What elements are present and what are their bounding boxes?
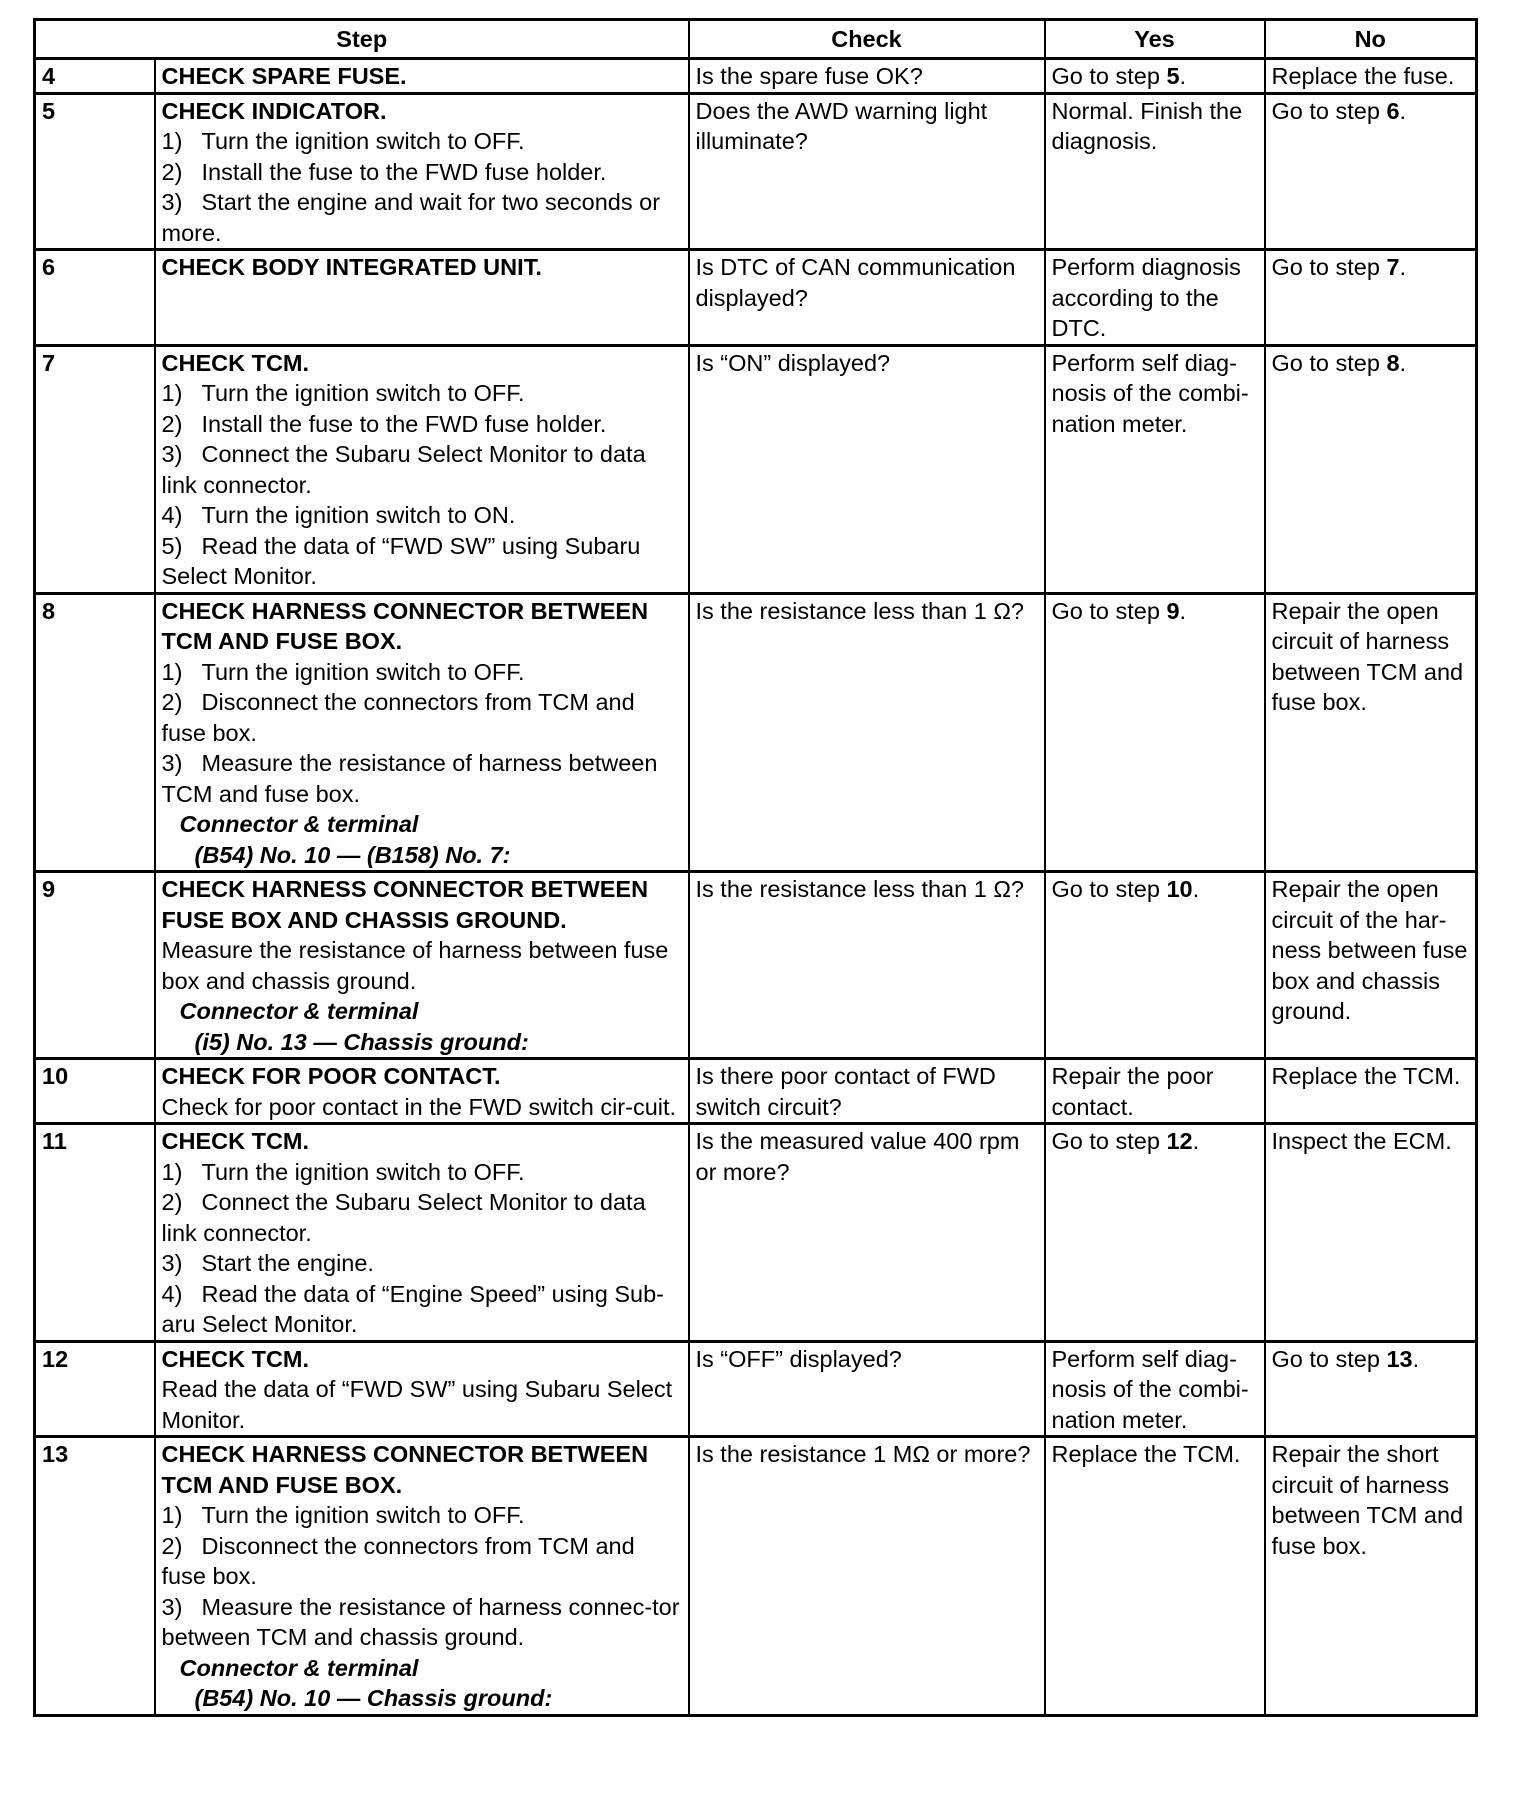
step-substep [162,1279,682,1340]
step-substep [162,1592,682,1653]
substep-number: 5) [161,532,183,559]
step-substep [162,1248,682,1279]
table-row [35,593,1477,872]
step-description [155,1341,689,1437]
yes-text: Repair the poor contact. [1051,1063,1214,1120]
table-row [35,1124,1477,1342]
step-description [155,250,689,346]
step-title: CHECK TCM. [161,1345,310,1372]
table-row [35,1341,1477,1437]
no-action [1265,872,1477,1059]
substep-number: 1) [161,1502,183,1528]
step-substep [162,1500,682,1531]
step-instruction: Measure the resistance of harness between fuse box and chassis ground. [161,937,669,994]
connector-terminal-detail: (i5) No. 13 — Chassis ground: [194,1028,529,1055]
substep-text: Disconnect the connectors from TCM and fuse box. [161,1532,635,1589]
header-check: Check [689,20,1045,59]
table-row [35,93,1477,250]
step-instruction: Check for poor contact in the FWD switch cir-cuit. [161,1093,677,1120]
substep-number: 1) [161,658,183,685]
no-text: Repair the open circuit of the har-ness between fuse box and chassis ground. [1271,876,1468,1024]
yes-text: Perform self diag-nosis of the combi-nation meter. [1051,349,1249,437]
no-text: Go to step [1271,1345,1387,1372]
yes-action [1045,59,1265,94]
no-text: Repair the open circuit of harness between TCM and fuse box. [1271,597,1464,715]
substep-number: 4) [161,1280,183,1307]
step-description [155,872,689,1059]
substep-text: Measure the resistance of harness connec-tor between TCM and chassis ground. [161,1593,680,1650]
step-description [155,93,689,250]
no-action [1265,593,1477,872]
no-action [1265,1059,1477,1124]
substep-text: Disconnect the connectors from TCM and fuse box. [161,689,635,746]
step-number: 6 [35,250,155,346]
step-number: 11 [35,1124,155,1342]
header-yes: Yes [1045,20,1265,59]
step-number: 4 [35,59,155,94]
table-row [35,345,1477,593]
step-substep [162,378,682,409]
check-question: Is the resistance less than 1 Ω? [689,593,1045,872]
no-text: Replace the TCM. [1271,1063,1461,1089]
yes-suffix: . [1192,876,1200,902]
connector-terminal-label: Connector & terminal [179,811,419,837]
table-body [35,59,1477,1716]
yes-text: Go to step [1051,1128,1167,1154]
substep-number: 1) [161,1158,183,1185]
check-question: Does the AWD warning light illuminate? [689,93,1045,250]
step-number: 8 [35,593,155,872]
yes-step-ref: 5 [1166,63,1180,89]
step-substep [162,187,682,248]
table-row [35,59,1477,94]
yes-step-ref: 9 [1166,597,1180,624]
step-number: 5 [35,93,155,250]
no-text: Repair the short circuit of harness between TCM and fuse box. [1271,1441,1464,1559]
substep-text: Connect the Subaru Select Monitor to data link connector. [161,441,646,498]
yes-suffix: . [1179,597,1187,624]
table-row [35,872,1477,1059]
substep-number: 4) [161,502,183,528]
substep-number: 2) [161,689,183,715]
yes-action [1045,1059,1265,1124]
no-step-ref: 8 [1386,349,1400,376]
yes-suffix: . [1179,63,1187,89]
yes-text: Perform self diag-nosis of the combi-nation meter. [1051,1345,1249,1433]
yes-text: Replace the TCM. [1051,1441,1241,1467]
step-title: CHECK SPARE FUSE. [161,63,407,89]
substep-text: Turn the ignition switch to OFF. [201,1502,525,1528]
yes-action [1045,345,1265,593]
step-substep [162,1531,682,1592]
check-question: Is “OFF” displayed? [689,1341,1045,1437]
step-title: CHECK BODY INTEGRATED UNIT. [161,254,542,280]
no-action [1265,1124,1477,1342]
step-substep [162,657,682,688]
no-action [1265,59,1477,94]
substep-text: Read the data of “Engine Speed” using Sub-aru Select Monitor. [161,1280,664,1337]
no-suffix: . [1399,349,1407,376]
step-description [155,345,689,593]
substep-text: Turn the ignition switch to OFF. [201,128,525,154]
yes-text: Perform diagnosis according to the DTC. [1051,254,1241,341]
yes-action [1045,1124,1265,1342]
step-number: 9 [35,872,155,1059]
connector-terminal-label: Connector & terminal [179,1654,419,1681]
substep-number: 3) [161,1593,183,1620]
step-instruction: Read the data of “FWD SW” using Subaru Select Monitor. [161,1376,673,1433]
substep-text: Turn the ignition switch to OFF. [201,1158,525,1185]
no-text: Inspect the ECM. [1271,1128,1452,1154]
connector-terminal-detail: (B54) No. 10 — (B158) No. 7: [194,841,511,868]
substep-number: 3) [161,1250,183,1276]
connector-terminal-label: Connector & terminal [179,998,419,1024]
step-title: CHECK HARNESS CONNECTOR BETWEEN FUSE BOX AND CHASSIS GROUND. [161,876,649,933]
step-substep [162,1157,682,1188]
no-text: Go to step [1271,254,1387,280]
no-suffix: . [1412,1345,1420,1372]
step-title: CHECK HARNESS CONNECTOR BETWEEN TCM AND FUSE BOX. [161,1441,649,1498]
step-substep [162,687,682,748]
check-question: Is the resistance 1 MΩ or more? [689,1437,1045,1716]
step-description [155,593,689,872]
no-text: Replace the fuse. [1271,63,1455,89]
substep-text: Turn the ignition switch to OFF. [201,658,525,685]
step-substep [162,439,682,500]
step-number: 7 [35,345,155,593]
step-substep [162,126,682,157]
yes-text: Go to step [1051,876,1167,902]
step-substep [162,748,682,809]
step-title: CHECK INDICATOR. [161,97,387,124]
substep-text: Turn the ignition switch to OFF. [201,380,525,406]
step-description [155,59,689,94]
no-step-ref: 7 [1386,254,1400,280]
substep-text: Install the fuse to the FWD fuse holder. [201,410,607,437]
step-title: CHECK TCM. [161,1128,310,1154]
substep-number: 2) [161,158,183,185]
substep-text: Read the data of “FWD SW” using Subaru Select Monitor. [161,532,641,589]
check-question: Is the spare fuse OK? [689,59,1045,94]
yes-action [1045,1341,1265,1437]
step-number: 10 [35,1059,155,1124]
no-text: Go to step [1271,349,1387,376]
no-step-ref: 6 [1386,97,1400,124]
table-row [35,1059,1477,1124]
check-question: Is DTC of CAN communication displayed? [689,250,1045,346]
substep-text: Install the fuse to the FWD fuse holder. [201,158,607,185]
check-question: Is the resistance less than 1 Ω? [689,872,1045,1059]
substep-number: 3) [161,189,183,215]
yes-action [1045,93,1265,250]
header-step: Step [35,20,689,59]
no-action [1265,93,1477,250]
yes-text: Go to step [1051,597,1167,624]
no-action [1265,250,1477,346]
header-no: No [1265,20,1477,59]
yes-action [1045,1437,1265,1716]
substep-number: 3) [161,750,183,776]
diagnostic-table [33,18,1478,1717]
yes-step-ref: 12 [1166,1128,1193,1154]
yes-action [1045,872,1265,1059]
substep-number: 3) [161,441,183,467]
substep-text: Connect the Subaru Select Monitor to data link connector. [161,1189,646,1246]
step-substep [162,531,682,592]
no-action [1265,1341,1477,1437]
step-number: 13 [35,1437,155,1716]
step-title: CHECK TCM. [161,349,310,376]
table-row [35,1437,1477,1716]
no-action [1265,1437,1477,1716]
yes-text: Normal. Finish the diagnosis. [1051,97,1243,154]
yes-text: Go to step [1051,63,1167,89]
substep-number: 2) [161,1532,183,1559]
yes-suffix: . [1192,1128,1200,1154]
no-text: Go to step [1271,97,1387,124]
step-description [155,1124,689,1342]
substep-number: 1) [161,128,183,154]
yes-step-ref: 10 [1166,876,1193,902]
substep-text: Turn the ignition switch to ON. [201,502,516,528]
step-substep [162,1187,682,1248]
step-substep [162,500,682,531]
no-suffix: . [1399,254,1407,280]
substep-text: Start the engine and wait for two seconds or more. [161,189,661,246]
substep-number: 1) [161,380,183,406]
step-substep [162,157,682,188]
step-title: CHECK FOR POOR CONTACT. [161,1063,501,1089]
step-title: CHECK HARNESS CONNECTOR BETWEEN TCM AND FUSE BOX. [161,597,649,654]
no-action [1265,345,1477,593]
check-question: Is “ON” displayed? [689,345,1045,593]
step-number: 12 [35,1341,155,1437]
substep-text: Measure the resistance of harness between TCM and fuse box. [161,750,658,807]
header-row [35,20,1477,59]
substep-text: Start the engine. [201,1250,374,1276]
substep-number: 2) [161,1189,183,1215]
no-step-ref: 13 [1386,1345,1413,1372]
connector-terminal-detail: (B54) No. 10 — Chassis ground: [194,1685,553,1711]
table-row [35,250,1477,346]
check-question: Is there poor contact of FWD switch circuit? [689,1059,1045,1124]
no-suffix: . [1399,97,1407,124]
step-substep [162,409,682,440]
yes-action [1045,593,1265,872]
step-description [155,1059,689,1124]
yes-action [1045,250,1265,346]
step-description [155,1437,689,1716]
check-question: Is the measured value 400 rpm or more? [689,1124,1045,1342]
substep-number: 2) [161,410,183,437]
